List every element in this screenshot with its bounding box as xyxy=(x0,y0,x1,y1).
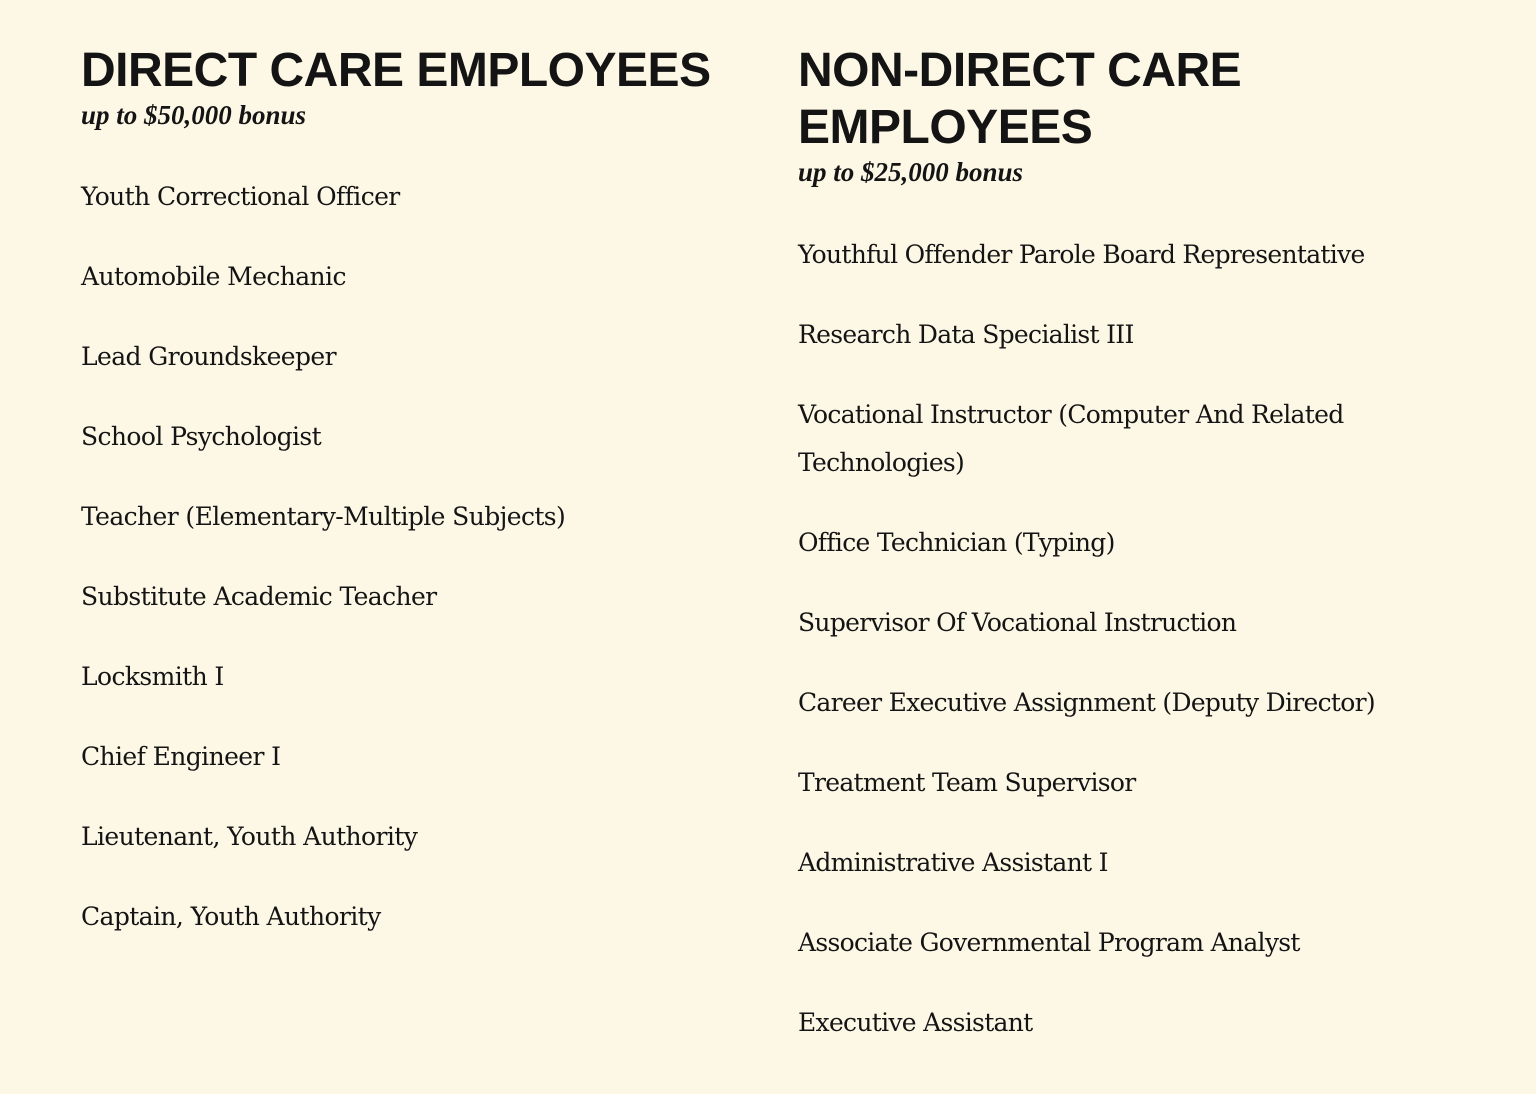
job-title: Office Technician (Typing) xyxy=(798,528,1115,557)
job-title: Teacher (Elementary-Multiple Subjects) xyxy=(81,502,566,531)
job-title: Executive Assistant xyxy=(798,1008,1033,1037)
job-title: Associate Governmental Program Analyst xyxy=(798,928,1300,957)
non-direct-care-job-list xyxy=(798,231,1478,1047)
job-title: Supervisor Of Vocational Instruction xyxy=(798,608,1237,637)
job-title: Youth Correctional Officer xyxy=(81,182,400,211)
direct-care-column xyxy=(81,42,741,973)
job-title: School Psychologist xyxy=(81,422,322,451)
direct-care-job-list xyxy=(81,173,741,941)
direct-care-heading: DIRECT CARE EMPLOYEES xyxy=(81,44,711,97)
job-title: Locksmith I xyxy=(81,662,224,691)
job-title: Substitute Academic Teacher xyxy=(81,582,437,611)
non-direct-care-column xyxy=(798,42,1478,1079)
job-title: Automobile Mechanic xyxy=(81,262,346,291)
job-title: Administrative Assistant I xyxy=(798,848,1108,877)
job-title: Treatment Team Supervisor xyxy=(798,768,1136,797)
job-title: Youthful Offender Parole Board Representative xyxy=(798,240,1365,269)
job-title: Research Data Specialist III xyxy=(798,320,1134,349)
job-title: Chief Engineer I xyxy=(81,742,281,771)
job-title: Captain, Youth Authority xyxy=(81,902,381,931)
non-direct-care-bonus: up to $25,000 bonus xyxy=(798,157,1024,187)
job-title: Vocational Instructor (Computer And Related Technologies) xyxy=(798,400,1344,477)
job-title: Career Executive Assignment (Deputy Director) xyxy=(798,688,1375,717)
direct-care-bonus: up to $50,000 bonus xyxy=(81,100,307,130)
job-title: Lieutenant, Youth Authority xyxy=(81,822,418,851)
non-direct-care-heading: NON-DIRECT CARE EMPLOYEES xyxy=(798,44,1242,154)
job-title: Lead Groundskeeper xyxy=(81,342,336,371)
